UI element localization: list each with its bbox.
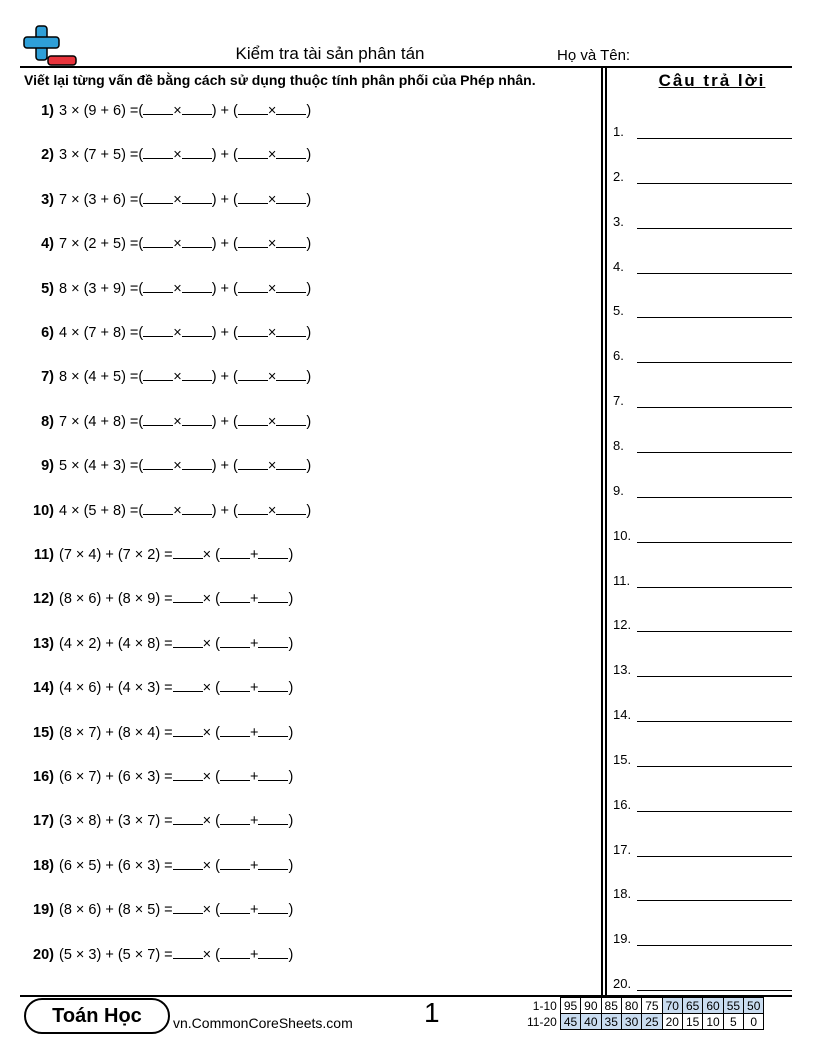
problem-expression: (3 × 8) + (3 × 7) =: [59, 813, 173, 830]
answer-line[interactable]: [637, 587, 792, 588]
answer-number: 9.: [613, 482, 624, 498]
answer-line[interactable]: [637, 273, 792, 274]
answer-number: 1.: [613, 124, 624, 139]
problem-expression: (6 × 7) + (6 × 3) =: [59, 769, 173, 785]
answers-heading: Câu trả lời: [658, 71, 766, 90]
problem-item: 8) 7 × (4 + 8) =( × ) + ( × ): [24, 411, 311, 433]
score-cell: 65: [682, 998, 702, 1014]
score-cell: 10: [703, 1014, 723, 1030]
problem-expression: (4 × 6) + (4 × 3) =: [59, 680, 173, 697]
problem-item: 6) 4 × (7 + 8) =( × ) + ( × ): [24, 322, 311, 344]
problem-number: 20): [33, 946, 54, 963]
answer-line[interactable]: [637, 631, 792, 632]
answer-line[interactable]: [637, 945, 792, 946]
page-number: 1: [424, 997, 440, 1028]
answer-blank[interactable]: [182, 412, 212, 426]
answer-blank[interactable]: [258, 945, 288, 959]
answer-blank[interactable]: [238, 190, 268, 204]
answer-line[interactable]: [637, 721, 792, 722]
score-cell: 45: [560, 1014, 580, 1030]
answer-blank[interactable]: [143, 501, 173, 515]
problem-item: 1) 3 × (9 + 6) =( × ) + ( × ): [24, 100, 311, 122]
answer-blank[interactable]: [276, 501, 306, 515]
problem-item: 7) 8 × (4 + 5) =( × ) + ( × ): [24, 366, 311, 388]
answer-number: 2.: [613, 168, 624, 184]
problem-number: 19): [33, 902, 54, 919]
answer-line[interactable]: [637, 766, 792, 767]
answer-blank[interactable]: [238, 323, 268, 337]
answer-blank[interactable]: [173, 900, 203, 914]
answer-line[interactable]: [637, 811, 792, 812]
answer-blank[interactable]: [182, 323, 212, 337]
problem-expression: 7 × (3 + 6) =(: [59, 191, 144, 208]
problem-expression: (8 × 7) + (8 × 4) =: [59, 724, 173, 741]
score-cell: 15: [682, 1014, 702, 1030]
problem-number: 12): [33, 591, 54, 608]
score-cell: 40: [581, 1014, 601, 1030]
answer-blank[interactable]: [238, 101, 268, 115]
problem-expression: 8 × (3 + 9) =(: [59, 280, 144, 297]
score-cell: 75: [642, 998, 662, 1014]
score-cell: 90: [581, 998, 601, 1014]
answer-number: 13.: [613, 662, 632, 678]
answer-blank[interactable]: [173, 723, 203, 737]
answer-blank[interactable]: [182, 367, 212, 381]
problem-expression: 4 × (5 + 8) =(: [59, 502, 144, 519]
score-cell: 5: [723, 1014, 743, 1030]
problem-number: 7): [41, 369, 54, 386]
answer-blank[interactable]: [143, 367, 173, 381]
problem-number: 6): [41, 325, 54, 341]
answer-line[interactable]: [637, 542, 792, 543]
answer-number: 5.: [613, 303, 624, 319]
problem-number: 3): [41, 191, 54, 208]
answer-blank[interactable]: [182, 101, 212, 115]
answer-blank[interactable]: [220, 811, 250, 825]
answer-blank[interactable]: [143, 456, 173, 470]
name-label: Họ và Tên:: [557, 47, 631, 64]
problem-expression: (8 × 6) + (8 × 9) =: [59, 591, 173, 608]
answer-blank[interactable]: [238, 234, 268, 248]
score-row: [524, 998, 764, 1014]
problem-number: 8): [41, 413, 54, 430]
answer-blank[interactable]: [220, 678, 250, 692]
score-cell: 60: [703, 998, 723, 1014]
answer-blank[interactable]: [182, 501, 212, 515]
score-cell: 55: [723, 998, 743, 1014]
problem-expression: (6 × 5) + (6 × 3) =: [59, 857, 173, 874]
problem-number: 1): [41, 103, 54, 119]
brand-badge: Toán Học: [24, 998, 170, 1034]
answer-blank[interactable]: [173, 856, 203, 870]
answer-blank[interactable]: [276, 456, 306, 470]
problem-number: 10): [33, 502, 54, 519]
answer-blank[interactable]: [258, 589, 288, 603]
answer-number: 10.: [613, 527, 632, 543]
problem-expression: (5 × 3) + (5 × 7) =: [59, 946, 173, 963]
answer-line[interactable]: [637, 228, 792, 229]
answer-blank[interactable]: [182, 145, 212, 159]
answer-number: 6.: [613, 348, 624, 364]
problem-item: 18) (6 × 5) + (6 × 3) = × ( + ): [24, 855, 293, 877]
answer-blank[interactable]: [220, 723, 250, 737]
answer-blank[interactable]: [238, 145, 268, 159]
answer-blank[interactable]: [143, 412, 173, 426]
problem-item: 15) (8 × 7) + (8 × 4) = × ( + ): [24, 722, 293, 744]
score-table: [524, 997, 764, 1030]
score-cell: 85: [601, 998, 621, 1014]
answer-blank[interactable]: [258, 545, 288, 559]
answer-blank[interactable]: [276, 234, 306, 248]
problem-number: 14): [33, 680, 54, 697]
problem-number: 4): [41, 236, 54, 253]
problem-expression: 4 × (7 + 8) =(: [59, 325, 144, 341]
answer-blank[interactable]: [220, 634, 250, 648]
answer-blank[interactable]: [220, 856, 250, 870]
problem-item: 14) (4 × 6) + (4 × 3) = × ( + ): [24, 677, 293, 699]
answer-line[interactable]: [637, 497, 792, 498]
answer-blank[interactable]: [173, 945, 203, 959]
answer-number: 19.: [613, 931, 632, 947]
answer-blank[interactable]: [143, 145, 173, 159]
instructions: Viết lại từng vấn đề bằng cách sử dụng thuộc tính phân phối của Phép nhân.: [24, 72, 536, 88]
answer-number: 17.: [613, 841, 632, 857]
column-divider-right: [605, 68, 607, 995]
answer-blank[interactable]: [220, 545, 250, 559]
answer-blank[interactable]: [220, 767, 250, 781]
answer-blank[interactable]: [276, 279, 306, 293]
score-cell: 70: [662, 998, 682, 1014]
answer-blank[interactable]: [182, 279, 212, 293]
answer-blank[interactable]: [173, 545, 203, 559]
answer-blank[interactable]: [173, 678, 203, 692]
problem-expression: 8 × (4 + 5) =(: [59, 369, 144, 386]
answer-blank[interactable]: [143, 101, 173, 115]
answer-number: 12.: [613, 617, 632, 633]
problem-item: 9) 5 × (4 + 3) =( × ) + ( × ): [24, 455, 311, 477]
answer-blank[interactable]: [182, 456, 212, 470]
score-range-label: 1-10: [532, 998, 557, 1013]
score-cell: 0: [744, 1014, 764, 1030]
problem-item: 17) (3 × 8) + (3 × 7) = × ( + ): [24, 810, 293, 832]
score-cell: 20: [662, 1014, 682, 1030]
answer-blank[interactable]: [258, 856, 288, 870]
problem-number: 18): [33, 857, 54, 874]
answer-blank[interactable]: [173, 589, 203, 603]
problem-number: 11): [33, 547, 54, 563]
answer-blank[interactable]: [276, 145, 306, 159]
answer-line[interactable]: [637, 138, 792, 139]
answer-line[interactable]: [637, 407, 792, 408]
answer-blank[interactable]: [143, 323, 173, 337]
answer-line[interactable]: [637, 183, 792, 184]
answer-line[interactable]: [637, 452, 792, 453]
problem-expression: 3 × (7 + 5) =(: [59, 147, 144, 164]
score-cell: 95: [560, 998, 580, 1014]
answer-blank[interactable]: [258, 767, 288, 781]
answer-blank[interactable]: [143, 190, 173, 204]
problem-expression: (4 × 2) + (4 × 8) =: [59, 635, 173, 652]
problem-item: 12) (8 × 6) + (8 × 9) = × ( + ): [24, 588, 293, 610]
answer-number: 4.: [613, 258, 624, 274]
score-cell: 50: [744, 998, 764, 1014]
problem-item: 11) (7 × 4) + (7 × 2) = × ( + ): [24, 544, 293, 566]
answer-blank[interactable]: [143, 279, 173, 293]
header-divider: [20, 66, 792, 68]
answer-blank[interactable]: [258, 723, 288, 737]
answer-blank[interactable]: [276, 323, 306, 337]
answer-blank[interactable]: [258, 678, 288, 692]
problem-item: 16) (6 × 7) + (6 × 3) = × ( + ): [24, 766, 293, 788]
score-row: [524, 1014, 764, 1030]
score-cell: 35: [601, 1014, 621, 1030]
answer-blank[interactable]: [238, 367, 268, 381]
problem-expression: 5 × (4 + 3) =(: [59, 458, 144, 475]
problem-expression: 7 × (2 + 5) =(: [59, 236, 144, 253]
problem-item: 19) (8 × 6) + (8 × 5) = × ( + ): [24, 899, 293, 921]
problem-number: 15): [33, 724, 54, 741]
problem-expression: (8 × 6) + (8 × 5) =: [59, 902, 173, 919]
score-range-label: 11-20: [527, 1014, 557, 1029]
problem-number: 17): [33, 813, 54, 830]
problem-expression: 3 × (9 + 6) =(: [59, 103, 144, 119]
answer-blank[interactable]: [276, 190, 306, 204]
score-cell: 80: [621, 998, 641, 1014]
answer-line[interactable]: [637, 990, 792, 991]
problem-number: 5): [41, 280, 54, 297]
answer-blank[interactable]: [258, 811, 288, 825]
answer-blank[interactable]: [238, 456, 268, 470]
problem-number: 2): [41, 147, 54, 164]
answer-line[interactable]: [637, 900, 792, 901]
site-url: vn.CommonCoreSheets.com: [173, 1015, 353, 1031]
answer-blank[interactable]: [238, 279, 268, 293]
answer-number: 14.: [613, 707, 632, 723]
problem-number: 13): [33, 635, 54, 652]
answer-blank[interactable]: [173, 634, 203, 648]
problem-item: 20) (5 × 3) + (5 × 7) = × ( + ): [24, 944, 293, 966]
answer-blank[interactable]: [276, 101, 306, 115]
answer-number: 20.: [613, 976, 632, 992]
answer-number: 15.: [613, 751, 632, 767]
answer-number: 7.: [613, 393, 624, 409]
problem-item: 2) 3 × (7 + 5) =( × ) + ( × ): [24, 144, 311, 166]
score-cell: 25: [642, 1014, 662, 1030]
answer-blank[interactable]: [173, 811, 203, 825]
answer-blank[interactable]: [143, 234, 173, 248]
problem-expression: (7 × 4) + (7 × 2) =: [59, 547, 173, 563]
answer-blank[interactable]: [220, 945, 250, 959]
answer-blank[interactable]: [182, 234, 212, 248]
problem-number: 16): [33, 769, 54, 785]
answer-line[interactable]: [637, 362, 792, 363]
answer-blank[interactable]: [276, 412, 306, 426]
answer-number: 18.: [613, 886, 632, 902]
answer-blank[interactable]: [173, 767, 203, 781]
answer-line[interactable]: [637, 856, 792, 857]
problem-item: 13) (4 × 2) + (4 × 8) = × ( + ): [24, 633, 293, 655]
answer-blank[interactable]: [276, 367, 306, 381]
answer-blank[interactable]: [258, 634, 288, 648]
answer-blank[interactable]: [220, 900, 250, 914]
answer-number: 16.: [613, 796, 632, 812]
answer-number: 8.: [613, 437, 624, 453]
answer-blank[interactable]: [220, 589, 250, 603]
answer-blank[interactable]: [258, 900, 288, 914]
answer-blank[interactable]: [238, 412, 268, 426]
worksheet-title: Kiểm tra tài sản phân tán: [235, 44, 425, 63]
column-divider-left: [601, 68, 603, 995]
problem-item: 5) 8 × (3 + 9) =( × ) + ( × ): [24, 278, 311, 300]
problem-number: 9): [41, 458, 54, 475]
answer-blank[interactable]: [238, 501, 268, 515]
answer-blank[interactable]: [182, 190, 212, 204]
problem-item: 10) 4 × (5 + 8) =( × ) + ( × ): [24, 500, 311, 522]
problem-item: 4) 7 × (2 + 5) =( × ) + ( × ): [24, 233, 311, 255]
problem-expression: 7 × (4 + 8) =(: [59, 413, 144, 430]
score-cell: 30: [621, 1014, 641, 1030]
answer-line[interactable]: [637, 676, 792, 677]
logo-plus-minus-icon: [22, 24, 80, 68]
problem-item: 3) 7 × (3 + 6) =( × ) + ( × ): [24, 189, 311, 211]
answer-number: 11.: [613, 572, 631, 588]
answer-line[interactable]: [637, 317, 792, 318]
answer-number: 3.: [613, 213, 624, 229]
